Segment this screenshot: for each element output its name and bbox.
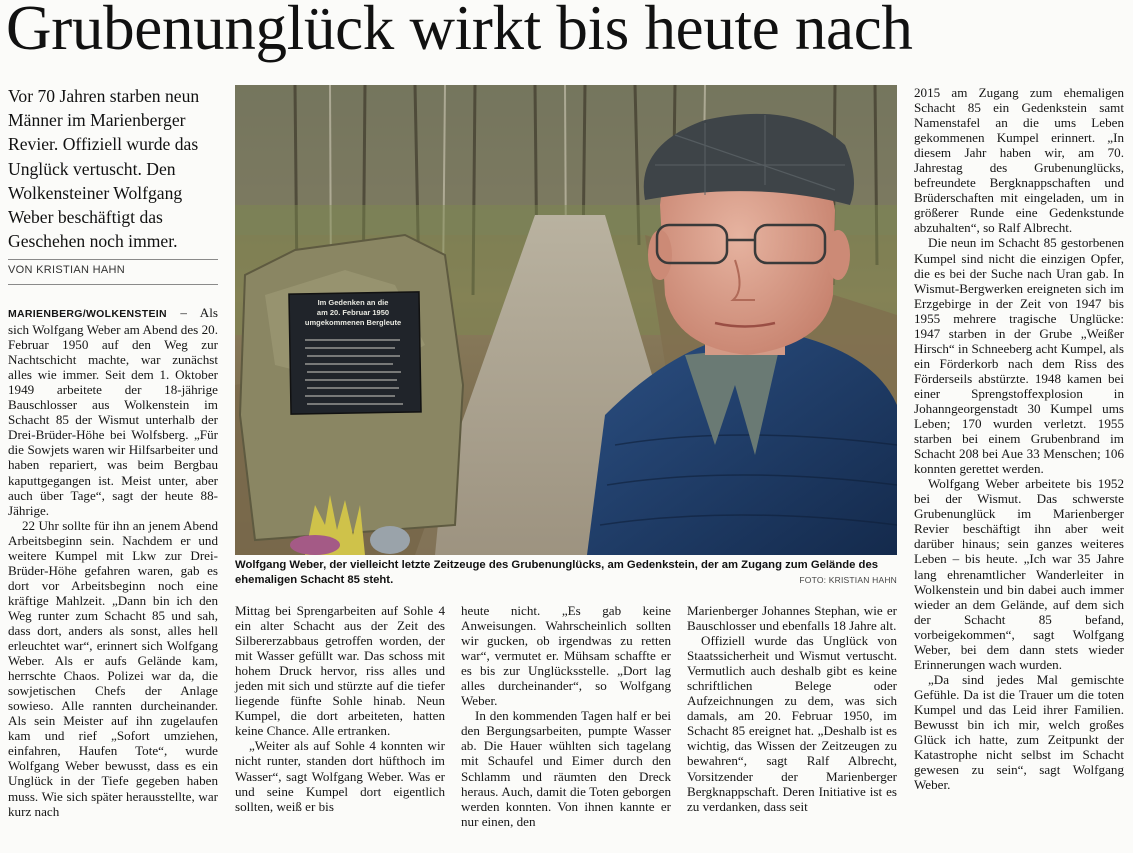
byline: VON KRISTIAN HAHN [8, 264, 125, 276]
article-paragraph: „Da sind jedes Mal gemischte Gefühle. Da ist die Trauer um die toten Kumpel und das Leid ihrer Familien. Bewusst bin ich mir, welch großes Glück ich hatte, zum Zeitpunkt der Katastrophe nicht selbst im Schacht gewesen zu sein“, sagt Wolfgang Weber. [914, 671, 1124, 793]
article-paragraph: MARIENBERG/WOLKENSTEIN – Als sich Wolfgang Weber am Abend des 20. Februar 1950 auf den Weg zur Nachtschicht machte, war zunächst alles wie immer. Seit dem 1. Oktober 1949 arbeitete der 18-jährige Bauschlosser aus Wolkenstein im Schacht 85 der Wismut unterhalb der Drei-Brüder-Höhe bei Wolfsberg. „Für die Sowjets waren wir Hilfsarbeiter und haben repariert, was beim Bergbau kaputtgegangen ist. Meist unter, aber auch über Tage“, sagt der heute 88-Jährige. [8, 305, 218, 518]
plaque-line: am 20. Februar 1950 [316, 308, 390, 317]
article-paragraph: Marienberger Johannes Stephan, wie er Bauschlosser und ebenfalls 18 Jahre alt. [687, 603, 897, 634]
photo-caption: Wolfgang Weber, der vielleicht letzte Zeitzeuge des Grubenunglücks, am Gedenkstein, der am Zugang zum Gelände des ehemaligen Schacht 85 steht. [235, 559, 879, 586]
lead-paragraph: Vor 70 Jahren starben neun Männer im Marienberger Revier. Offiziell wurde das Unglück vertuscht. Den Wolkensteiner Wolfgang Weber beschäftigt das Geschehen noch immer. [8, 86, 200, 252]
article-paragraph: „Weiter als auf Sohle 4 konnten wir nicht runter, standen dort hüfthoch im Wasser“, sagt Wolfgang Weber. Was er und seine Kumpel dort eigentlich sollten, weiß er bis [235, 738, 445, 814]
article-paragraph: In den kommenden Tagen half er bei den Bergungsarbeiten, pumpte Wasser ab. Die Hauer wühlten sich tagelang mit Schaufel und Eimer durch den Schlamm und räumten den Dreck heraus. Auch, damit die Toten geborgen werden konnten. Von ihnen kannte er nur einen, den [461, 708, 671, 829]
article-column-2 [235, 603, 445, 814]
article-paragraph: Wolfgang Weber arbeitete bis 1952 bei der Wismut. Das schwerste Grubenunglück im Marienberger Revier beschäftigt ihn aber weit darüber hinaus; sein ganzes weiteres Leben – bis heute. „Ich war 35 Jahre lang ehrenamtlicher Wanderleiter in Wolkenstein und bin dabei auch immer wieder an dem Gelände, auf dem sich der Schacht 85 befand, vorbeigekommen“, sagt Wolfgang Weber, bei dem dann stets wieder Erinnerungen wach wurden. [914, 476, 1124, 672]
photo-credit: FOTO: KRISTIAN HAHN [799, 575, 897, 585]
plaque-line: Im Gedenken an die [317, 298, 389, 307]
article-column-4 [687, 603, 897, 814]
article-paragraph: 22 Uhr sollte für ihn an jenem Abend Arbeitsbeginn sein. Nachdem er und weitere Kumpel mit Lkw zur Drei-Brüder-Höhe gefahren waren, gab es dort vor Arbeitsbeginn noch eine kräftige Mahlzeit. „Dann bin ich den Weg runter zum Schacht 85 und sah, dass dort, anders als sonst, alles hell erleuchtet war“, erinnert sich Wolfgang Weber. Als er aufs Gelände kam, herrschte Chaos. Polizei war da, die sowjetischen Chefs der Anlage sowieso. Alle rannten durcheinander. Als sein Meister auf ihn zugelaufen kam und rief „Sofort umziehen, einfahren, Haufen Tote“, wurde Wolfgang Weber bewusst, dass es ein Unglück in der Tiefe gegeben haben muss. Wie sich später herausstellte, war kurz nach [8, 517, 218, 819]
article-column-1 [8, 305, 218, 819]
article-paragraph: Offiziell wurde das Unglück von Staatssicherheit und Wismut vertuscht. Vermutlich auch deshalb gibt es keine schriftlichen Belege oder Aufzeichnungen zu dem, was sich damals, am 20. Februar 1950, im Schacht 85 ereignet hat. „Deshalb ist es wichtig, das Wissen der Zeitzeugen zu bewahren“, sagt Ralf Albrecht, Vorsitzender der Marienberger Bergknappschaft. Deren Initiative ist es zu verdanken, dass seit [687, 633, 897, 814]
article-paragraph: 2015 am Zugang zum ehemaligen Schacht 85 ein Gedenkstein samt Namenstafel an die ums Leben gekommenen Kumpel erinnert. „In diesem Jahr haben wir, am 70. Jahrestag des Grubenunglücks, befreundete Bergknappschaften und Brüderschaften mit eingeladen, um in größerer Runde eine Gedenkstunde abzuhalten“, so Ralf Albrecht. [914, 85, 1124, 236]
article-paragraph: Mittag bei Sprengarbeiten auf Sohle 4 ein alter Schacht aus der Zeit des Silbererzabbaus getroffen worden, der mit Wasser gefüllt war. Das schoss mit hohem Druck hervor, riss alles und jeden mit sich und stürzte auf die tiefer liegende fünfte Sohle hinab. Neun Kumpel, die dort arbeiteten, hatten keine Chance. Alle ertranken. [235, 603, 445, 739]
article-paragraph: Die neun im Schacht 85 gestorbenen Kumpel sind nicht die einzigen Opfer, die es bei der Suche nach Uran gab. In Wismut-Bergwerken ereigneten sich im Erzgebirge in der Zeit von 1947 bis 1955 mehrere tragische Unglücke: 1947 starben in der Grube „Weißer Hirsch“ in Schneeberg acht Kumpel, als ein Förderkorb nach dem Riss des Förderseils abstürzte. 1948 kamen bei einer Sprengstoffexplosion in Johanngeorgenstadt 30 Kumpel ums Leben; 170 wurden verletzt. 1955 starben bei einem Grubenbrand im Schacht 208 bei Aue 33 Menschen; 106 konnten gerettet werden. [914, 235, 1124, 477]
article-column-5 [914, 85, 1124, 792]
article-column-3 [461, 603, 671, 829]
byline-divider [8, 284, 218, 285]
news-photo [235, 85, 897, 555]
plaque-line: umgekommenen Bergleute [304, 318, 402, 327]
photo-illustration [235, 85, 897, 555]
headline: Grubenunglück wirkt bis heute nach [6, 0, 913, 63]
lead-divider [8, 259, 218, 260]
article-paragraph: heute nicht. „Es gab keine Anweisungen. Wahrscheinlich sollten wir gucken, ob irgendwas zu retten war“, vermutet er. Mühsam schaffte er es bis zur Unglücksstelle. „Dort lag alles durcheinander“, so Wolfgang Weber. [461, 603, 671, 709]
dateline: MARIENBERG/WOLKENSTEIN [8, 308, 167, 320]
